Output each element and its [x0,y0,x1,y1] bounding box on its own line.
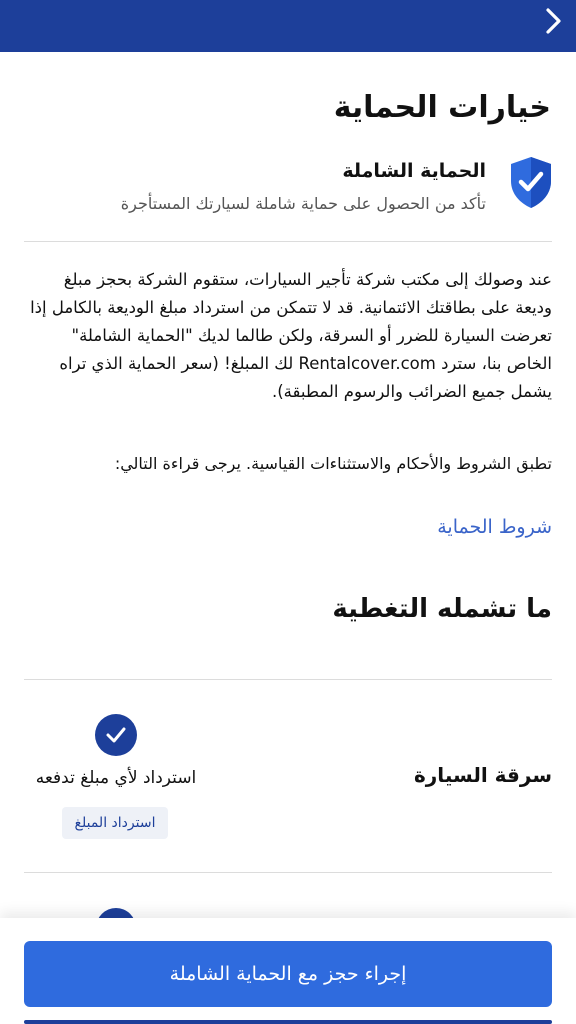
coverage-row-label: سرقة السيارة [413,763,552,787]
top-app-bar [0,0,576,52]
chevron-right-icon[interactable] [536,4,570,38]
book-with-full-protection-button[interactable]: إجراء حجز مع الحماية الشاملة [24,941,552,1007]
divider [24,679,552,680]
coverage-title: ما تشمله التغطية [332,594,552,624]
shield-check-icon [508,154,554,210]
plan-name: الحماية الشاملة [342,160,486,182]
check-circle-icon [95,714,137,756]
divider [24,241,552,242]
refund-badge: استرداد المبلغ [62,807,168,839]
terms-note: تطبق الشروط والأحكام والاستثناءات القياسية. يرجى قراءة التالي: [114,454,552,473]
protection-description: عند وصولك إلى مكتب شركة تأجير السيارات، ستقوم الشركة بحجز مبلغ وديعة على بطاقتك الائتمانية. قد لا تتمكن من استرداد مبلغ الوديعة بالكامل إذا تعرضت السيارة للضرر أو السرقة، ولكن طالما لديك "الحماية الشاملة" الخاص بنا، سترد Rentalcover.com لك المبلغ! (سعر الحماية الذي تراه يشمل جميع الضرائب والرسوم المطبقة). [30,270,552,401]
page-title: خيارات الحماية [333,90,551,125]
terms-link[interactable]: شروط الحماية [437,516,552,538]
bottom-action-bar [0,918,576,1024]
secondary-button-edge [24,1020,552,1024]
coverage-row-value: استرداد لأي مبلغ تدفعه [35,768,197,788]
divider [24,872,552,873]
plan-subtitle: تأكد من الحصول على حماية شاملة لسيارتك المستأجرة [120,194,486,213]
